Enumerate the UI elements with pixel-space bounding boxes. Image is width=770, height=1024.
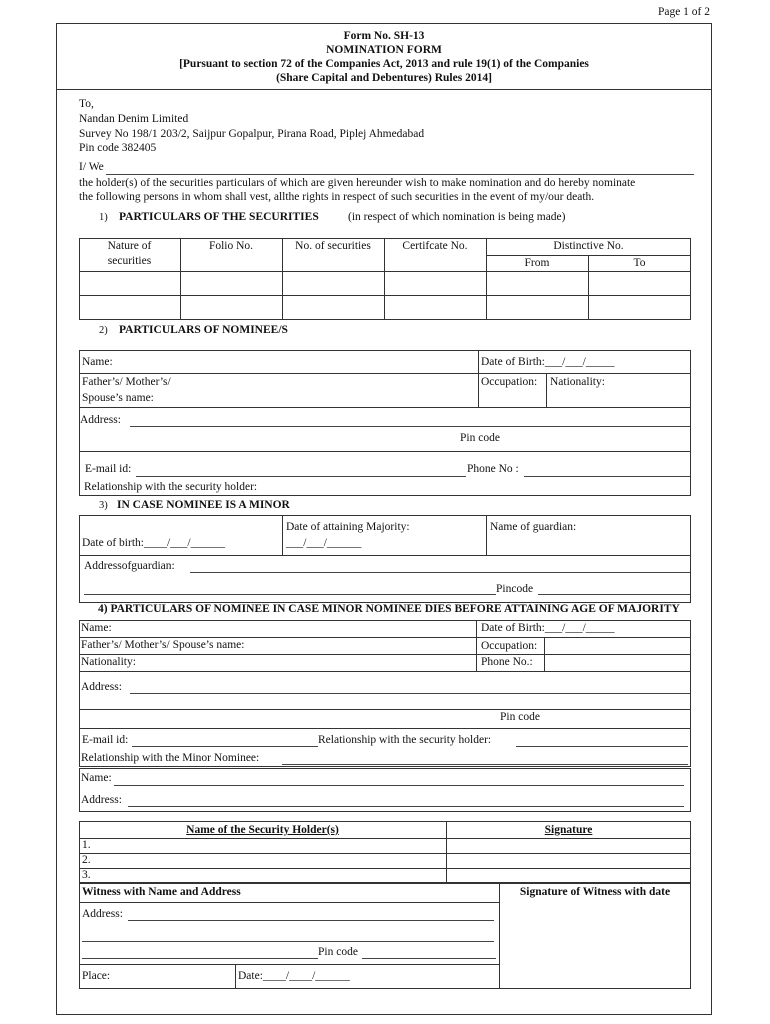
alt-nominee-pin-label: Pin code: [500, 711, 540, 723]
nominee-email-field[interactable]: [136, 476, 466, 477]
alt-nominee-address-field[interactable]: [130, 693, 690, 694]
address-to: To,: [79, 98, 94, 110]
section3-title: IN CASE NOMINEE IS A MINOR: [117, 499, 290, 511]
holders-signature-header: Signature: [544, 824, 593, 836]
nominee-address-field[interactable]: [130, 426, 690, 427]
witness-place-label: Place:: [82, 970, 111, 982]
witness-address-field[interactable]: [128, 920, 494, 921]
guardian-address-label: Addressofguardian:: [84, 560, 175, 572]
witness-address-field-2[interactable]: [82, 941, 494, 942]
nominee-dob: Date of Birth:___/___/_____: [481, 356, 615, 368]
guardian-name-label: Name of guardian:: [490, 521, 577, 533]
alt-nominee-relationship-field[interactable]: [516, 746, 688, 747]
nominee-phone-field[interactable]: [524, 476, 690, 477]
company-pin: Pin code 382405: [79, 142, 157, 154]
company-street: Survey No 198/1 203/2, Saijpur Gopalpur, Pirana Road, Piplej Ahmedabad: [79, 128, 425, 140]
section1-title: PARTICULARS OF THE SECURITIES: [119, 211, 319, 223]
form-subtitle-line2: (Share Capital and Debentures) Rules 2014]: [276, 72, 492, 84]
section1-number: 1): [99, 212, 108, 223]
alt-nominee-address-label: Address:: [81, 681, 122, 693]
holder-row-2: 2.: [82, 854, 91, 866]
form-subtitle-line1: [Pursuant to section 72 of the Companies Act, 2013 and rule 19(1) of the Companies: [179, 58, 589, 70]
section3-number: 3): [99, 500, 108, 511]
col-nature: Nature of: [107, 240, 152, 252]
section4-title: 4) PARTICULARS OF NOMINEE IN CASE MINOR NOMINEE DIES BEFORE ATTAINING AGE OF MAJORITY: [98, 603, 680, 615]
minor-dob: Date of birth:____/___/______: [82, 537, 226, 549]
witness-address-label: Address:: [82, 908, 123, 920]
col-from: From: [524, 257, 550, 269]
witness-pin-field[interactable]: [362, 958, 496, 959]
col-certificate: Certifcate No.: [402, 240, 468, 252]
section2-title: PARTICULARS OF NOMINEE/S: [119, 324, 288, 336]
alt-nominee-name2-label: Name:: [81, 772, 112, 784]
nominee-pin-label: Pin code: [460, 432, 500, 444]
witness-address-field-3[interactable]: [82, 958, 318, 959]
form-title: NOMINATION FORM: [326, 44, 442, 56]
alt-nominee-nationality-label: Nationality:: [81, 656, 136, 668]
col-num-securities: No. of securities: [295, 240, 371, 252]
col-folio: Folio No.: [208, 240, 254, 252]
col-nature-2: securities: [107, 255, 152, 267]
witness-title: Witness with Name and Address: [82, 886, 241, 898]
form-number: Form No. SH-13: [343, 30, 425, 42]
page-number: Page 1 of 2: [657, 6, 710, 18]
holder-row-1: 1.: [82, 839, 91, 851]
alt-nominee-phone-label: Phone No.:: [481, 656, 533, 668]
minor-majority-date: ___/___/______: [286, 537, 362, 549]
nominee-email-label: E-mail id:: [85, 463, 132, 475]
holder-row-3: 3.: [82, 869, 91, 881]
guardian-pin-label: Pincode: [496, 583, 534, 595]
alt-nominee-email-label: E-mail id:: [82, 734, 129, 746]
nominee-parent-label-2: Spouse’s name:: [82, 392, 154, 404]
nominee-table: [79, 350, 691, 496]
nominee-relationship-label: Relationship with the security holder:: [84, 481, 258, 493]
col-to: To: [633, 257, 646, 269]
alt-nominee-occupation-label: Occupation:: [481, 640, 538, 652]
witness-table: [79, 883, 691, 989]
header-divider: [56, 89, 712, 90]
witness-date: Date:____/____/______: [238, 970, 350, 982]
alt-nominee-email-field[interactable]: [132, 746, 318, 747]
nominee-name-label: Name:: [82, 356, 113, 368]
iwe-field[interactable]: [106, 174, 694, 175]
alt-nominee-parent-label: Father’s/ Mother’s/ Spouse’s name:: [81, 639, 245, 651]
holders-name-header: Name of the Security Holder(s): [186, 824, 339, 836]
witness-signature-title: Signature of Witness with date: [519, 886, 671, 898]
alt-nominee-minor-relationship-label: Relationship with the Minor Nominee:: [81, 752, 260, 764]
nominee-nationality-label: Nationality:: [550, 376, 605, 388]
alt-nominee-address2-label: Address:: [81, 794, 122, 806]
declaration-line2: the following persons in whom shall vest, allthe rights in respect of such securities in the event of my/our death.: [79, 191, 595, 203]
alt-nominee-name-label: Name:: [81, 622, 112, 634]
alt-nominee-relationship-label: Relationship with the security holder:: [318, 734, 492, 746]
company-name: Nandan Denim Limited: [79, 113, 189, 125]
alt-nominee-address2-field[interactable]: [128, 806, 684, 807]
section1-note: (in respect of which nomination is being made): [348, 211, 566, 223]
witness-pin-label: Pin code: [318, 946, 358, 958]
guardian-address-field-2[interactable]: [84, 594, 496, 595]
guardian-address-field[interactable]: [190, 572, 690, 573]
alt-nominee-name2-field[interactable]: [114, 785, 684, 786]
nominee-parent-label: Father’s/ Mother’s/: [82, 376, 171, 388]
guardian-pin-field[interactable]: [538, 594, 690, 595]
section2-number: 2): [99, 325, 108, 336]
nominee-address-label: Address:: [80, 414, 121, 426]
iwe-label: I/ We: [79, 161, 104, 173]
alt-nominee-dob: Date of Birth:___/___/_____: [481, 622, 615, 634]
nominee-phone-label: Phone No :: [467, 463, 519, 475]
col-distinctive: Distinctive No.: [553, 240, 624, 252]
alt-nominee-minor-relationship-field[interactable]: [282, 764, 688, 765]
declaration-line1: the holder(s) of the securities particulars of which are given hereunder wish to make nomination and do hereby nominate: [79, 177, 636, 189]
minor-majority-label: Date of attaining Majority:: [286, 521, 410, 533]
nominee-occupation-label: Occupation:: [481, 376, 538, 388]
